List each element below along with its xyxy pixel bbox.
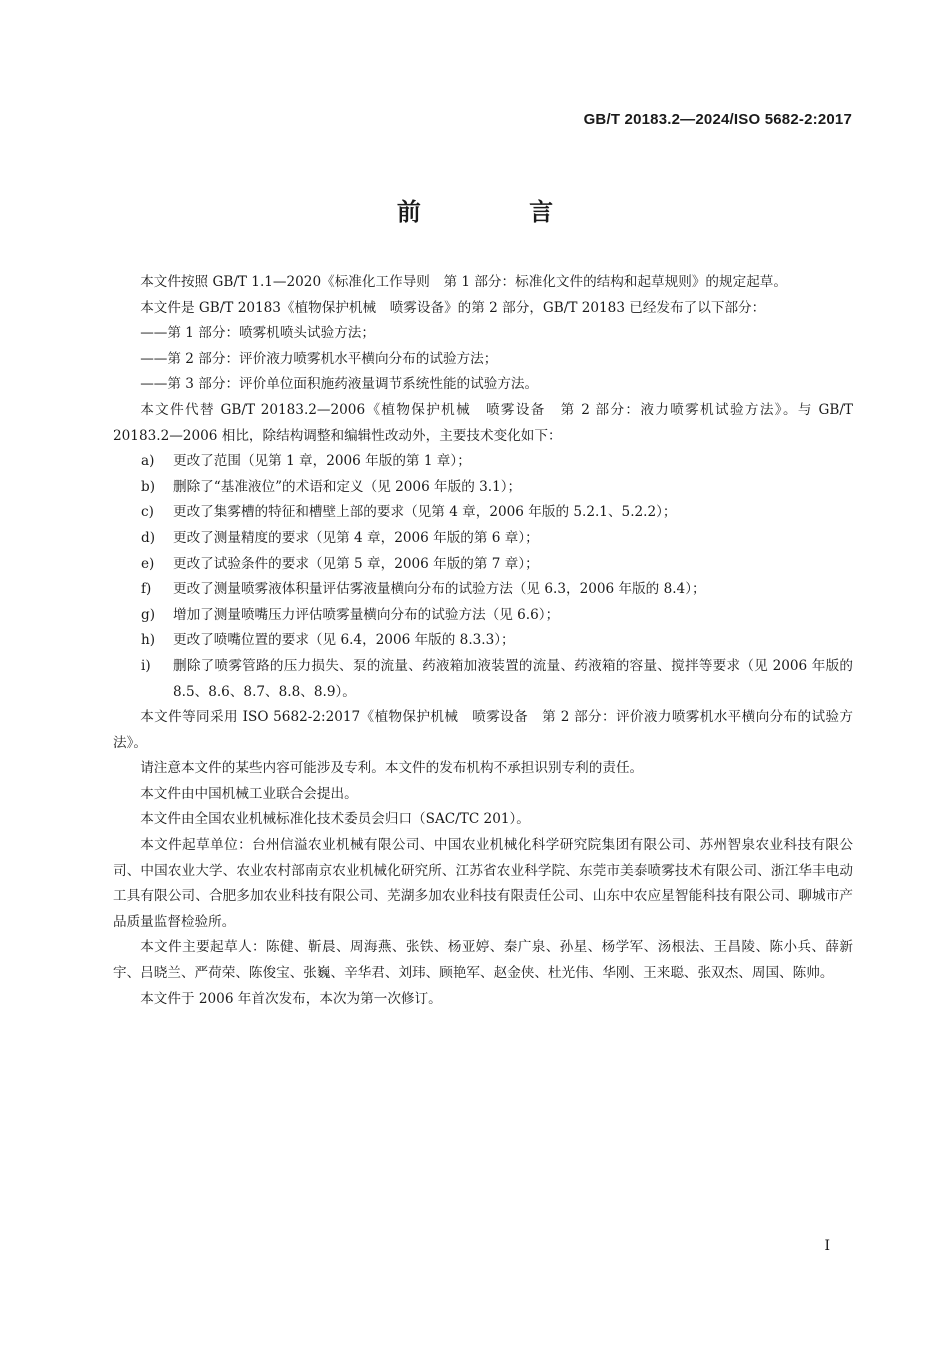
paragraph-drafters: 本文件主要起草人：陈健、靳晨、周海燕、张铁、杨亚婷、秦广泉、孙星、杨学军、汤根法、王昌陵、陈小兵、薛新宇、吕晓兰、严荷荣、陈俊宝、张巍、辛华君、刘玮、顾艳军、赵金侠、杜光伟、华刚、王来聪、张双杰、周国、陈帅。 (113, 939, 853, 982)
paragraph-series-parts: 本文件是 GB/T 20183《植物保护机械 喷雾设备》的第 2 部分，GB/T 20183 已经发布了以下部分： (140, 299, 766, 316)
change-item (113, 500, 853, 526)
change-item (113, 552, 853, 578)
change-item (113, 577, 853, 603)
foreword-body (113, 270, 853, 1012)
change-marker: b) (141, 478, 156, 495)
change-marker: f) (141, 581, 152, 598)
change-text: 删除了“基准液位”的术语和定义（见 2006 年版的 3.1）； (173, 478, 522, 495)
change-item (113, 475, 853, 501)
page-number: I (824, 1238, 830, 1254)
change-marker: c) (141, 504, 154, 521)
paragraph-drafting-units: 本文件起草单位：台州信溢农业机械有限公司、中国农业机械化科学研究院集团有限公司、苏州智泉农业科技有限公司、中国农业大学、农业农村部南京农业机械化研究所、江苏省农业科学院、东莞市美泰喷雾技术有限公司、浙江华丰电动工具有限公司、合肥多加农业科技有限公司、芜湖多加农业科技有限责任公司、山东中农应星智能科技有限公司、聊城市产品质量监督检验所。 (113, 837, 853, 930)
paragraph-patent-notice: 请注意本文件的某些内容可能涉及专利。本文件的发布机构不承担识别专利的责任。 (140, 760, 644, 777)
change-item (113, 449, 853, 475)
changes-list (113, 449, 853, 705)
change-text: 更改了测量喷雾液体积量评估雾液量横向分布的试验方法（见 6.3，2006 年版的 8.4）； (173, 581, 706, 598)
paragraph-proposer: 本文件由中国机械工业联合会提出。 (140, 785, 358, 802)
change-item (113, 654, 853, 705)
change-item (113, 526, 853, 552)
change-text: 更改了集雾槽的特征和槽壁上部的要求（见第 4 章，2006 年版的 5.2.1、5.2.2）； (173, 504, 677, 521)
paragraph-history: 本文件于 2006 年首次发布，本次为第一次修订。 (140, 990, 442, 1007)
change-marker: a) (141, 453, 155, 470)
change-text: 更改了测量精度的要求（见第 4 章，2006 年版的第 6 章）； (173, 529, 539, 546)
change-marker: g) (141, 606, 156, 623)
part-item: ——第 3 部分：评价单位面积施药液量调节系统性能的试验方法。 (140, 376, 539, 393)
paragraph-replaces: 本文件代替 GB/T 20183.2—2006《植物保护机械 喷雾设备 第 2 部分：液力喷雾机试验方法》。与 GB/T 20183.2—2006 相比，除结构调整和编辑性改动外，主要技术变化如下： (113, 401, 853, 444)
part-item: ——第 1 部分：喷雾机喷头试验方法； (140, 325, 375, 342)
paragraph-committee: 本文件由全国农业机械标准化技术委员会归口（SAC/TC 201）。 (140, 811, 530, 828)
change-marker: i) (141, 657, 151, 674)
change-marker: h) (141, 632, 156, 649)
change-text: 增加了测量喷嘴压力评估喷雾量横向分布的试验方法（见 6.6）； (173, 606, 560, 623)
part-item: ——第 2 部分：评价液力喷雾机水平横向分布的试验方法； (140, 350, 498, 367)
change-text: 更改了范围（见第 1 章，2006 年版的第 1 章）； (173, 453, 471, 470)
paragraph-drafting-basis: 本文件按照 GB/T 1.1—2020《标准化工作导则 第 1 部分：标准化文件的结构和起草规则》的规定起草。 (140, 274, 787, 290)
page-title: 前 言 (396, 198, 604, 226)
change-text: 更改了试验条件的要求（见第 5 章，2006 年版的第 7 章）； (173, 555, 539, 572)
change-marker: e) (141, 555, 155, 572)
document-code: GB/T 20183.2—2024/ISO 5682-2:2017 (583, 111, 852, 128)
change-text: 更改了喷嘴位置的要求（见 6.4，2006 年版的 8.3.3）； (173, 632, 515, 649)
change-item (113, 628, 853, 654)
change-marker: d) (141, 529, 156, 546)
change-text: 删除了喷雾管路的压力损失、泵的流量、药液箱加液装置的流量、药液箱的容量、搅拌等要求（见 2006 年版的 8.5、8.6、8.7、8.8、8.9）。 (173, 657, 853, 700)
change-item (113, 603, 853, 629)
paragraph-equivalence: 本文件等同采用 ISO 5682-2:2017《植物保护机械 喷雾设备 第 2 部分：评价液力喷雾机水平横向分布的试验方法》。 (113, 709, 853, 751)
